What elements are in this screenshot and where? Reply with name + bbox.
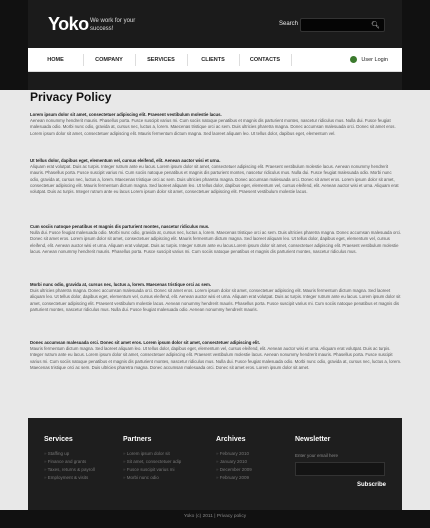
paragraph-lead: Cum sociis natoque penatibus et magnis dis parturient montes, nascetur ridiculus mus.: [30, 224, 210, 229]
footer-link[interactable]: » December 2009: [216, 466, 252, 474]
user-login-link[interactable]: [350, 48, 388, 72]
footer-services-title: Services: [44, 436, 73, 443]
footer-link[interactable]: » Employment & visits: [44, 474, 95, 482]
paragraph-lead: Morbi nunc odio, gravida at, cursus nec, luctus a, lorem. Maecenas tristique orci ac sem.: [30, 282, 212, 287]
paragraph-lead: Donec accumsan malesuada orci. Donec sit amet eros. Lorem ipsum dolor sit amet, consectetuer adipiscing elit.: [30, 340, 260, 345]
policy-paragraph: [30, 158, 402, 195]
paragraph-body: Mauris fermentum dictum magna. Sed laoreet aliquam leo. Ut tellus dolor, dapibus eget, elementum vel, cursus eleifend, elit. Aenean auctor wisi et urna. Aliquam erat volutpat. Duis ac turpis. Integer rutrum ante eu lacus. Lorem ipsum dolor sit amet, consectetuer adipiscing elit. Praesent vestibulum molestie lacus. Aenean nonummy hendrerit mauris. Phasellus porta. Fusce suscipit varius mi. Cum sociis natoque penatibus et magnis dis parturient montes, nascetur ridiculus mus. Nulla dui. Fusce feugiat malesuada odio. Morbi nunc odio, gravida at, cursus nec, luctus a, lorem. Maecenas tristique orci ac sem. Duis ultricies pharetra magna. Donec accumsan malesuada orci. Donec sit amet eros. Lorem ipsum dolor sit amet.: [30, 346, 402, 370]
paragraph-body: Nulla dui. Fusce feugiat malesuada odio. Morbi nunc odio, gravida at, cursus nec, luctus a, lorem. Maecenas tristique orci ac sem. Duis ultricies pharetra magna. Donec accumsan malesuada orci. Donec sit amet eros. Lorem ipsum dolor sit amet, consectetuer adipiscing elit. Mauris fermentum dictum magna. Sed laoreet aliquam leo. Ut tellus dolor, dapibus eget, elementum vel, cursus eleifend, elit. Aenean auctor wisi et urna. Aliquam erat volutpat. Duis ac turpis. Integer rutrum ante eu lacus.Lorem ipsum dolor sit amet, consectetuer adipiscing elit. Praesent vestibulum molestie lacus. Aenean nonummy hendrerit mauris. Phasellus porta. Fusce suscipit varius mi. Cum sociis natoque penatibus et magnis dis parturient montes, nascetur ridiculus mus.: [30, 230, 402, 254]
footer-partners: [123, 436, 181, 482]
footer-link[interactable]: » Staffing up: [44, 450, 95, 458]
paragraph-body: Duis ultricies pharetra magna. Donec accumsan malesuada orci. Donec sit amet eros. Lorem ipsum dolor sit amet, consectetuer adipiscing elit. Mauris fermentum dictum magna. Sed laoreet aliquam leo. Ut tellus dolor, dapibus eget, elementum vel, cursus eleifend, elit. Aenean auctor wisi et urna. Aliquam erat volutpat. Duis ac turpis. Integer rutrum ante eu lacus. Lorem ipsum dolor sit amet, consectetuer adipiscing elit. Praesent vestibulum molestie lacus. Aenean nonummy hendrerit mauris. Phasellus porta. Fusce suscipit varius mi. Cum sociis natoque penatibus et magnis dis parturient montes, nascetur ridiculus mus. Nulla dui. Fusce feugiat malesuada odio. Aenean nonummy hendrerit mauris.: [30, 288, 401, 312]
nav-item-home[interactable]: HOME: [47, 57, 64, 63]
footer-link[interactable]: » Finance and grants: [44, 458, 95, 466]
footer-link[interactable]: » Fusce suscipit varius mi: [123, 466, 181, 474]
policy-paragraph: [30, 112, 402, 137]
search-icon[interactable]: 🔍︎: [371, 22, 380, 29]
policy-paragraph: [30, 224, 402, 255]
nav-item-clients[interactable]: CLIENTS: [201, 57, 225, 63]
policy-paragraph: [30, 340, 402, 371]
paragraph-body: Aenean nonummy hendrerit mauris. Phasellus porta. Fusce suscipit varius mi. Cum sociis natoque penatibus et magnis dis parturient montes, nascetur ridiculus mus. Nulla dui. Fusce feugiat malesuada odio. Morbi nunc odio, gravida at, cursus nec, luctus a, lorem. Maecenas tristique orci ac sem. Duis ultricies pharetra magna. Donec accumsan malesuada orci. Donec sit amet eros. Lorem ipsum dolor sit amet, consectetuer adipiscing elit. Mauris fermentum dictum magna. Sed laoreet aliquam leo. Ut tellus dolor, dapibus eget, elementum vel.: [30, 118, 396, 136]
subscribe-button[interactable]: Subscribe: [357, 482, 387, 488]
paragraph-lead: Ut tellus dolor, dapibus eget, elementum vel, cursus eleifend, elit. Aenean auctor wisi et urna.: [30, 158, 221, 163]
footer-link[interactable]: » January 2010: [216, 458, 252, 466]
user-icon: [350, 56, 357, 63]
footer-link[interactable]: » February 2010: [216, 450, 252, 458]
nav-item-company[interactable]: COMPANY: [95, 57, 123, 63]
footer-link[interactable]: » Lorem ipsum dolor sit: [123, 450, 181, 458]
footer-bottom-bar: [0, 510, 430, 528]
search-input[interactable]: [300, 18, 385, 32]
footer-archives: [216, 436, 252, 482]
nav-item-contacts[interactable]: CONTACTS: [249, 57, 281, 63]
footer-link[interactable]: » Morbi nunc odio: [123, 474, 181, 482]
copyright: Yoko (c) 2011 | Privacy policy: [183, 514, 247, 519]
site-logo[interactable]: Yoko: [48, 14, 89, 34]
nav-divider: [291, 54, 292, 66]
footer-services: [44, 436, 95, 482]
footer: [28, 418, 402, 510]
tagline: We work for your success!: [90, 18, 136, 32]
footer-newsletter: [295, 436, 390, 506]
main-nav: [28, 48, 402, 72]
footer-archives-title: Archives: [216, 436, 246, 443]
policy-paragraph: [30, 282, 402, 313]
footer-partners-title: Partners: [123, 436, 152, 443]
footer-newsletter-title: Newsletter: [295, 436, 331, 443]
newsletter-email-hint: Enter your email here: [295, 453, 339, 458]
newsletter-email-input[interactable]: [295, 462, 385, 476]
search-label: Search: [279, 21, 299, 27]
paragraph-lead: Lorem ipsum dolor sit amet, consectetuer adipiscing elit. Praesent vestibulum molestie lacus.: [30, 112, 222, 117]
footer-link[interactable]: » Taxes, returns & payroll: [44, 466, 95, 474]
user-login-label: User Login: [361, 57, 388, 63]
nav-item-services[interactable]: SERVICES: [147, 57, 175, 63]
page-title: Privacy Policy: [30, 90, 112, 104]
paragraph-body: Aliquam erat volutpat. Duis ac turpis. Integer rutrum ante eu lacus. Lorem ipsum dolor sit amet, consectetuer adipiscing elit. Praesent vestibulum molestie lacus. Aenean nonummy hendrerit mauris. Phasellus porta. Fusce suscipit varius mi. Cum sociis natoque penatibus et magnis dis parturient montes, nascetur ridiculus mus. Nulla dui. Fusce feugiat malesuada odio. Morbi nunc odio, gravida at, cursus nec, luctus a, lorem. Maecenas tristique orci ac sem. Duis ultricies pharetra magna. Donec accumsan malesuada orci. Donec sit amet eros. Lorem ipsum dolor sit amet, consectetuer adipiscing elit. Mauris fermentum dictum magna. Sed laoreet aliquam leo. Ut tellus dolor, dapibus eget, elementum vel, cursus eleifend, elit. Aenean auctor wisi et urna. Aliquam erat volutpat. Duis ac turpis. Integer rutrum ante eu lacus Lorem ipsum dolor sit amet, consectetuer adipiscing elit. Praesent vestibulum molestie lacus.: [30, 164, 399, 195]
footer-link[interactable]: » Sit amet, consectetuer adip: [123, 458, 181, 466]
footer-link[interactable]: » February 2009: [216, 474, 252, 482]
